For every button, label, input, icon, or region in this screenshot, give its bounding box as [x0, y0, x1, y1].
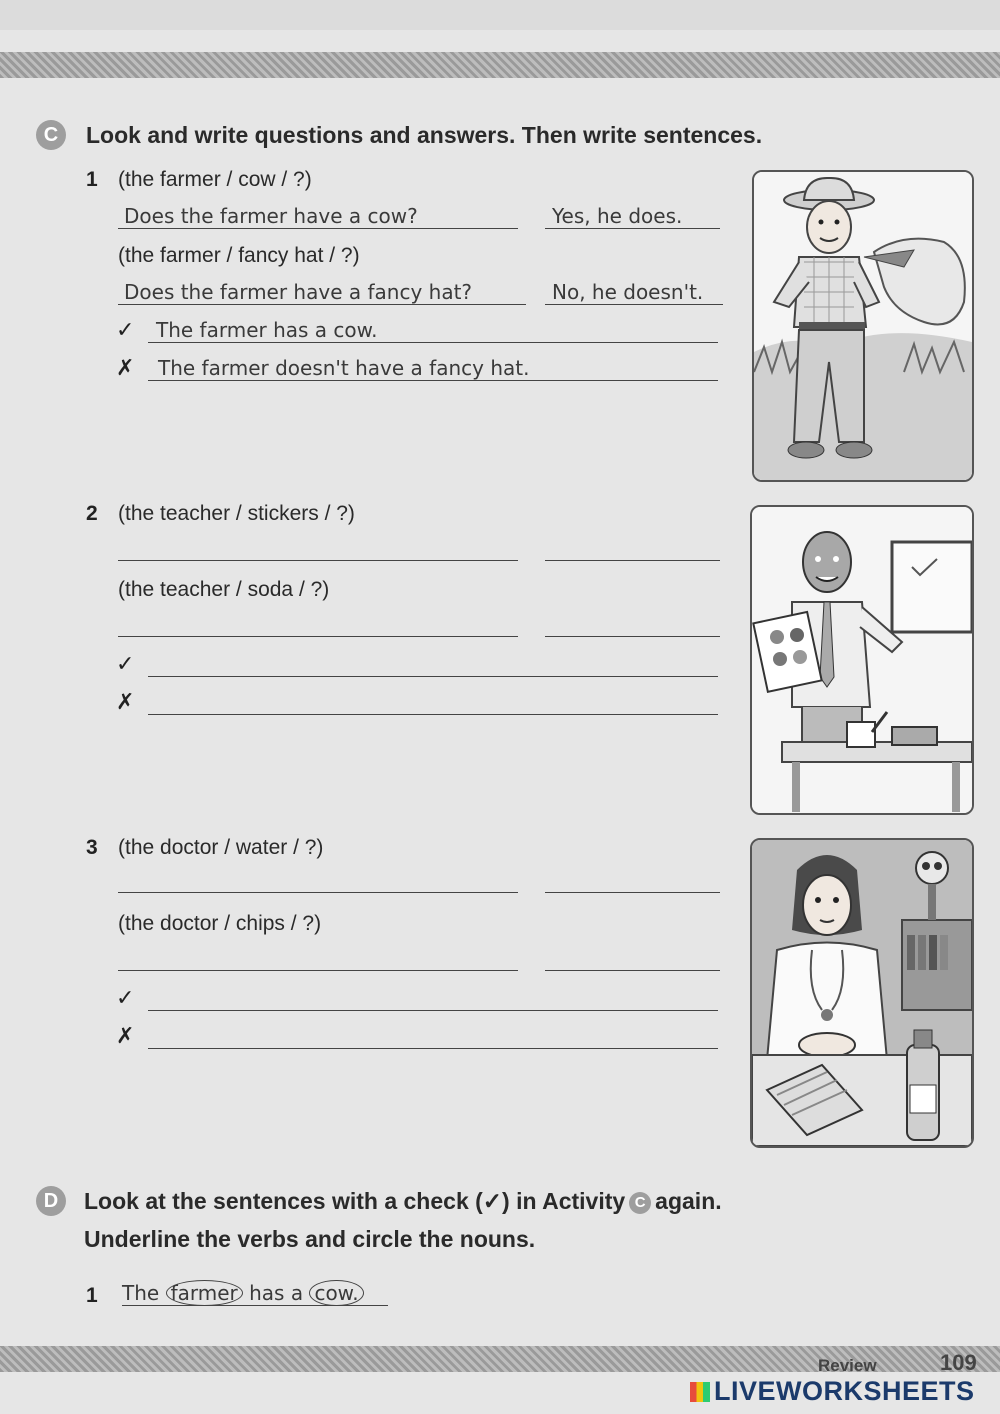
item-2-cross-mark: ✗: [116, 690, 135, 715]
liveworksheets-watermark: [690, 1376, 975, 1407]
section-d-instruction-line-1: [84, 1188, 722, 1215]
item-3-answer-2-line[interactable]: [545, 970, 720, 971]
item-3-prompt-1: (the doctor / water / ?): [118, 836, 324, 859]
item-2-question-2-line[interactable]: [118, 636, 518, 637]
item-1-number: 1: [86, 168, 98, 191]
farmer-with-cow-icon: [754, 172, 972, 480]
activity-c-inline-badge: C: [629, 1192, 651, 1214]
example-noun-cow-circled: cow.: [309, 1280, 363, 1306]
item-1-answer-2-line: [545, 304, 723, 305]
item-3-cross-mark: ✗: [116, 1024, 135, 1049]
item-1-answer-1-line: [545, 228, 720, 229]
item-1-cross-line: [148, 380, 718, 381]
item-1-answer-1[interactable]: Yes, he does.: [552, 204, 683, 228]
footer-section-label: Review: [818, 1356, 877, 1375]
item-1-cross-sentence[interactable]: The farmer doesn't have a fancy hat.: [158, 356, 530, 380]
item-1-prompt-1: (the farmer / cow / ?): [118, 168, 312, 191]
watermark-text: LIVEWORKSHEETS: [714, 1376, 975, 1406]
section-d-line1-after: again.: [655, 1188, 722, 1214]
example-word-a: a: [290, 1281, 304, 1305]
example-noun-farmer-circled: farmer: [166, 1280, 243, 1306]
item-1-question-1[interactable]: Does the farmer have a cow?: [124, 204, 418, 228]
farmer-picture: [752, 170, 974, 482]
section-d-instruction-line-2: Underline the verbs and circle the nouns.: [84, 1226, 536, 1252]
item-2-cross-line[interactable]: [148, 714, 718, 715]
item-3-cross-line[interactable]: [148, 1048, 718, 1049]
item-3-check-line[interactable]: [148, 1010, 718, 1011]
item-2-prompt-2: (the teacher / soda / ?): [118, 578, 330, 601]
item-2-prompt-1: (the teacher / stickers / ?): [118, 502, 355, 525]
item-1-prompt-2: (the farmer / fancy hat / ?): [118, 244, 360, 267]
item-1-question-2[interactable]: Does the farmer have a fancy hat?: [124, 280, 473, 304]
example-sentence: [122, 1281, 388, 1306]
example-verb-has-underlined: has: [249, 1281, 285, 1305]
section-d-line1-before: Look at the sentences with a check (✓) in Activity: [84, 1188, 626, 1214]
item-3-number: 3: [86, 836, 98, 859]
item-3-question-2-line[interactable]: [118, 970, 518, 971]
item-3-question-1-line[interactable]: [118, 892, 518, 893]
example-word-the: The: [122, 1281, 160, 1305]
item-2-number: 2: [86, 502, 98, 525]
item-2-answer-2-line[interactable]: [545, 636, 720, 637]
teacher-picture: [750, 505, 974, 815]
item-3-answer-1-line[interactable]: [545, 892, 720, 893]
item-2-answer-1-line[interactable]: [545, 560, 720, 561]
item-1-check-line: [148, 342, 718, 343]
item-2-check-mark: ✓: [116, 652, 135, 677]
item-1-answer-2[interactable]: No, he doesn't.: [552, 280, 704, 304]
item-1-question-1-line: [118, 228, 518, 229]
liveworksheets-logo-icon: [690, 1382, 710, 1402]
item-1-question-2-line: [118, 304, 526, 305]
item-3-check-mark: ✓: [116, 986, 135, 1011]
section-c-badge: C: [36, 120, 66, 150]
item-3-prompt-2: (the doctor / chips / ?): [118, 912, 322, 935]
item-2-check-line[interactable]: [148, 676, 718, 677]
doctor-with-chips-and-water-icon: [752, 840, 972, 1146]
item-1-cross-mark: ✗: [116, 356, 135, 381]
example-number: 1: [86, 1284, 98, 1307]
page-number: 109: [940, 1350, 977, 1375]
item-1-check-mark: ✓: [116, 318, 135, 343]
teacher-with-stickers-icon: [752, 507, 972, 813]
item-1-check-sentence[interactable]: The farmer has a cow.: [156, 318, 378, 342]
section-c-heading: Look and write questions and answers. Then write sentences.: [86, 122, 763, 148]
top-decorative-band: [0, 52, 1000, 78]
doctor-picture: [750, 838, 974, 1148]
section-d-badge: D: [36, 1186, 66, 1216]
item-2-question-1-line[interactable]: [118, 560, 518, 561]
